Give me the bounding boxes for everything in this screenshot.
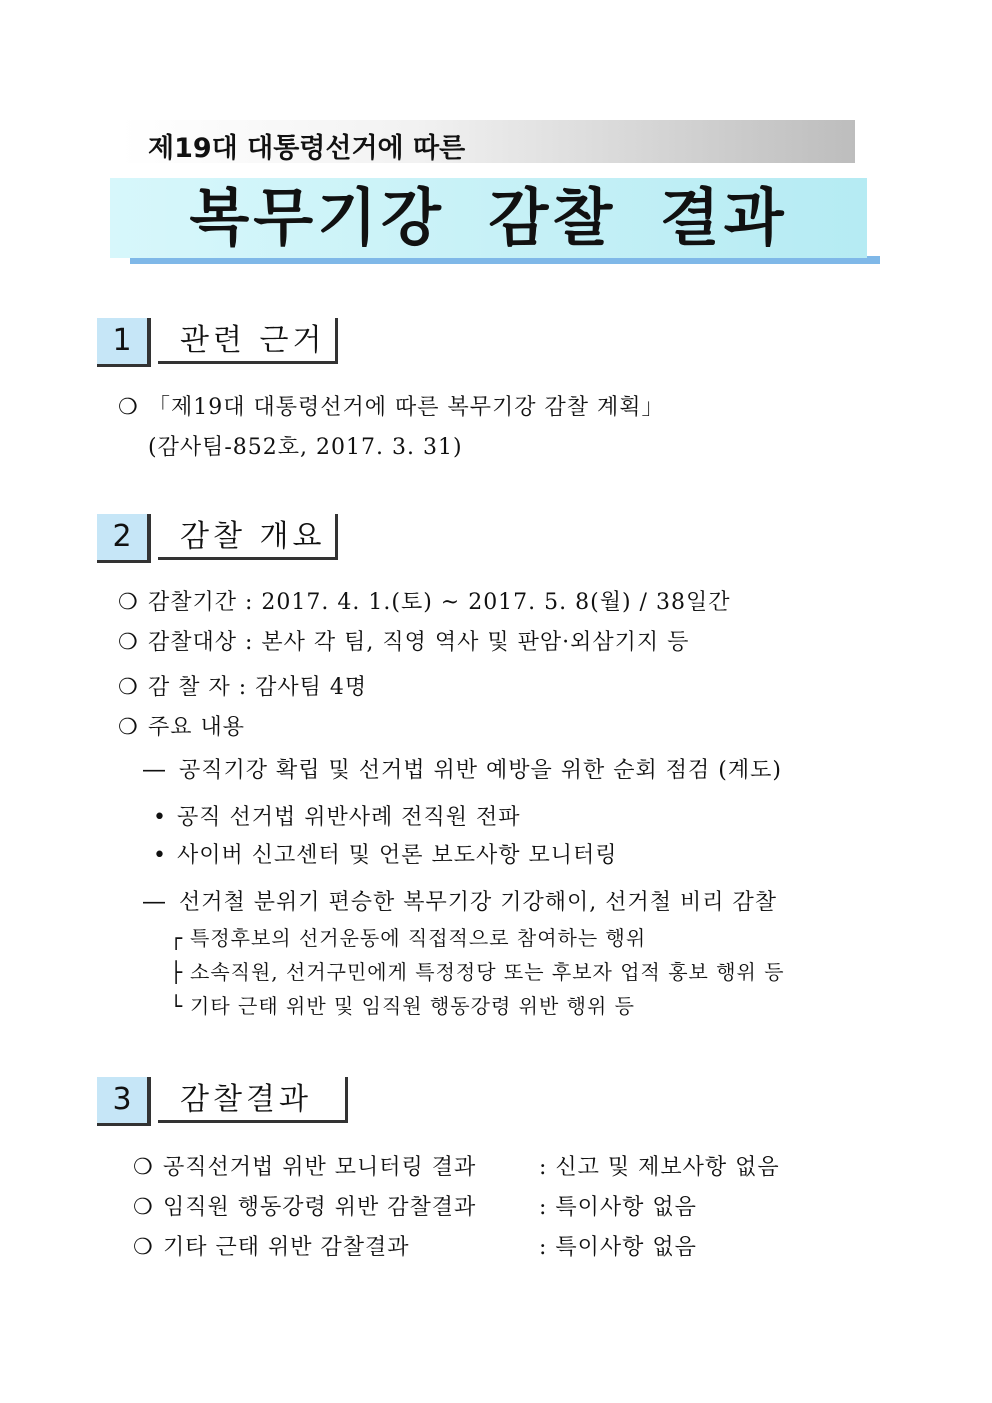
line-text: 선거철 분위기 편승한 복무기강 기강해이, 선거철 비리 감찰 [179,890,777,915]
line-text: (감사팀-852호, 2017. 3. 31) [148,435,463,460]
section-2-line-6 [153,800,521,831]
section-2-line-1 [118,585,730,616]
section-2-heading: 감찰 개요 [158,514,338,560]
result-value: : 신고 및 제보사항 없음 [539,1155,780,1180]
section-2-line-2 [118,625,689,656]
section-3-number: 3 [97,1077,151,1126]
bracket-middle-icon: ├ [170,960,184,984]
section-2-line-8 [143,885,777,916]
line-text: 특정후보의 선거운동에 직접적으로 참여하는 행위 [190,926,647,950]
section-2-line-7 [153,838,618,869]
dot-bullet-icon: • [153,843,167,868]
circle-bullet-icon: ❍ [133,1195,154,1220]
document-subtitle: 제19대 대통령선거에 따른 [148,133,466,164]
circle-bullet-icon: ❍ [118,590,139,615]
result-row-1 [133,1150,780,1181]
section-2-line-11 [170,990,635,1019]
dot-bullet-icon: • [153,805,167,830]
dash-bullet-icon: ― [143,890,166,915]
section-1-number: 1 [97,318,151,367]
section-3-heading: 감찰결과 [158,1077,348,1123]
result-value: : 특이사항 없음 [539,1195,697,1220]
circle-bullet-icon: ❍ [133,1235,154,1260]
line-text: 주요 내용 [148,715,246,740]
section-1-line-1 [118,390,665,421]
line-text: 공직기강 확립 및 선거법 위반 예방을 위한 순회 점검 (계도) [179,758,782,783]
circle-bullet-icon: ❍ [118,675,139,700]
result-item: 기타 근태 위반 감찰결과 [163,1235,410,1260]
section-2-number: 2 [97,514,151,563]
line-text: 소속직원, 선거구민에게 특정정당 또는 후보자 업적 홍보 행위 등 [190,960,785,984]
section-2-line-10 [170,956,785,985]
result-item: 임직원 행동강령 위반 감찰결과 [163,1195,477,1220]
circle-bullet-icon: ❍ [118,715,139,740]
section-1-line-2 [148,430,463,461]
line-text: 사이버 신고센터 및 언론 보도사항 모니터링 [177,843,618,868]
section-2-line-5 [143,753,782,784]
bracket-top-icon: ┌ [170,926,184,950]
circle-bullet-icon: ❍ [118,395,139,420]
line-text: 감찰대상 : 본사 각 팀, 직영 역사 및 판암·외삼기지 등 [148,630,690,655]
section-2-line-3 [118,670,367,701]
document-title: 복무기강 감찰 결과 [189,181,788,254]
section-2-line-4 [118,710,245,741]
section-2-line-9 [170,922,646,951]
line-text: 「제19대 대통령선거에 따른 복무기강 감찰 계획」 [148,395,665,420]
section-1-heading: 관련 근거 [158,318,338,364]
result-value: : 특이사항 없음 [539,1235,697,1260]
line-text: 감 찰 자 : 감사팀 4명 [148,675,368,700]
line-text: 기타 근태 위반 및 임직원 행동강령 위반 행위 등 [190,994,635,1018]
result-item: 공직선거법 위반 모니터링 결과 [163,1155,477,1180]
circle-bullet-icon: ❍ [133,1155,154,1180]
dash-bullet-icon: ― [143,758,166,783]
result-row-2 [133,1190,697,1221]
bracket-bottom-icon: └ [170,994,184,1018]
line-text: 감찰기간 : 2017. 4. 1.(토) ~ 2017. 5. 8(월) / 38일간 [148,590,731,615]
line-text: 공직 선거법 위반사례 전직원 전파 [177,805,521,830]
result-row-3 [133,1230,697,1261]
circle-bullet-icon: ❍ [118,630,139,655]
